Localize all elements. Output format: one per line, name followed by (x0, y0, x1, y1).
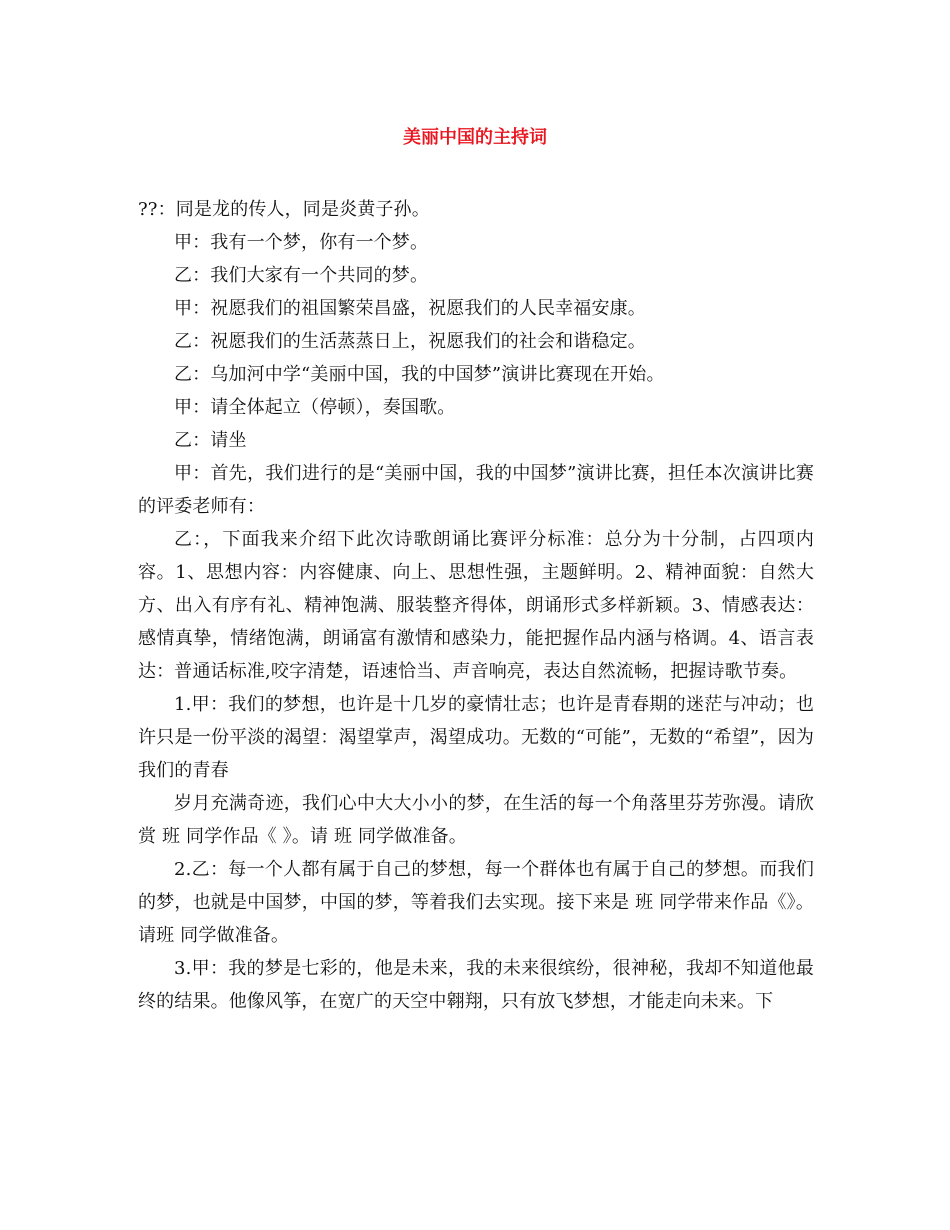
paragraph: 3.甲：我的梦是七彩的，他是未来，我的未来很缤纷，很神秘，我却不知道他最终的结果。他像风筝，在宽广的天空中翱翔，只有放飞梦想，才能走向未来。下 (138, 958, 814, 1012)
paragraph: 2.乙：每一个人都有属于自己的梦想，每一个群体也有属于自己的梦想。而我们的梦，也就是中国梦，中国的梦，等着我们去实现。接下来是 班 同学带来作品《》。请班 同学做准备。 (138, 859, 814, 946)
paragraph: 乙：乌加河中学“美丽中国，我的中国梦”演讲比赛现在开始。 (174, 364, 665, 385)
paragraph: 甲：我有一个梦，你有一个梦。 (174, 232, 429, 253)
paragraph: 乙：，下面我来介绍下此次诗歌朗诵比赛评分标准：总分为十分制，占四项内容。1、思想内容：内容健康、向上、思想性强，主题鲜明。2、精神面貌：自然大方、出入有序有礼、精神饱满、服装整齐得体，朗诵形式多样新颖。3、情感表达：感情真挚，情绪饱满，朗诵富有激情和感染力，能把握作品内涵与格调。4、语言表达：普通话标准,咬字清楚，语速恰当、声音响亮，表达自然流畅，把握诗歌节奏。 (138, 529, 814, 682)
paragraph: 甲：请全体起立（停顿），奏国歌。 (174, 397, 456, 418)
document-title: 美丽中国的主持词 (403, 127, 547, 148)
paragraph: 乙：请坐 (174, 430, 247, 451)
paragraph-opening: ??：同是龙的传人，同是炎黄子孙。 (138, 199, 430, 220)
document-body (138, 193, 814, 1018)
paragraph: 乙：祝愿我们的生活蒸蒸日上，祝愿我们的社会和谐稳定。 (174, 331, 646, 352)
paragraph: 甲：祝愿我们的祖国繁荣昌盛，祝愿我们的人民幸福安康。 (174, 298, 646, 319)
paragraph: 1.甲：我们的梦想，也许是十几岁的豪情壮志；也许是青春期的迷茫与冲动；也许只是一份平淡的渴望：渴望掌声，渴望成功。无数的“可能”，无数的“希望”，因为我们的青春 (138, 694, 814, 781)
paragraph: 甲：首先，我们进行的是“美丽中国，我的中国梦”演讲比赛，担任本次演讲比赛的评委老师有： (138, 463, 814, 517)
paragraph: 岁月充满奇迹，我们心中大大小小的梦，在生活的每一个角落里芬芳弥漫。请欣赏 班 同学作品《 》。请 班 同学做准备。 (138, 793, 814, 847)
paragraph: 乙：我们大家有一个共同的梦。 (174, 265, 429, 286)
